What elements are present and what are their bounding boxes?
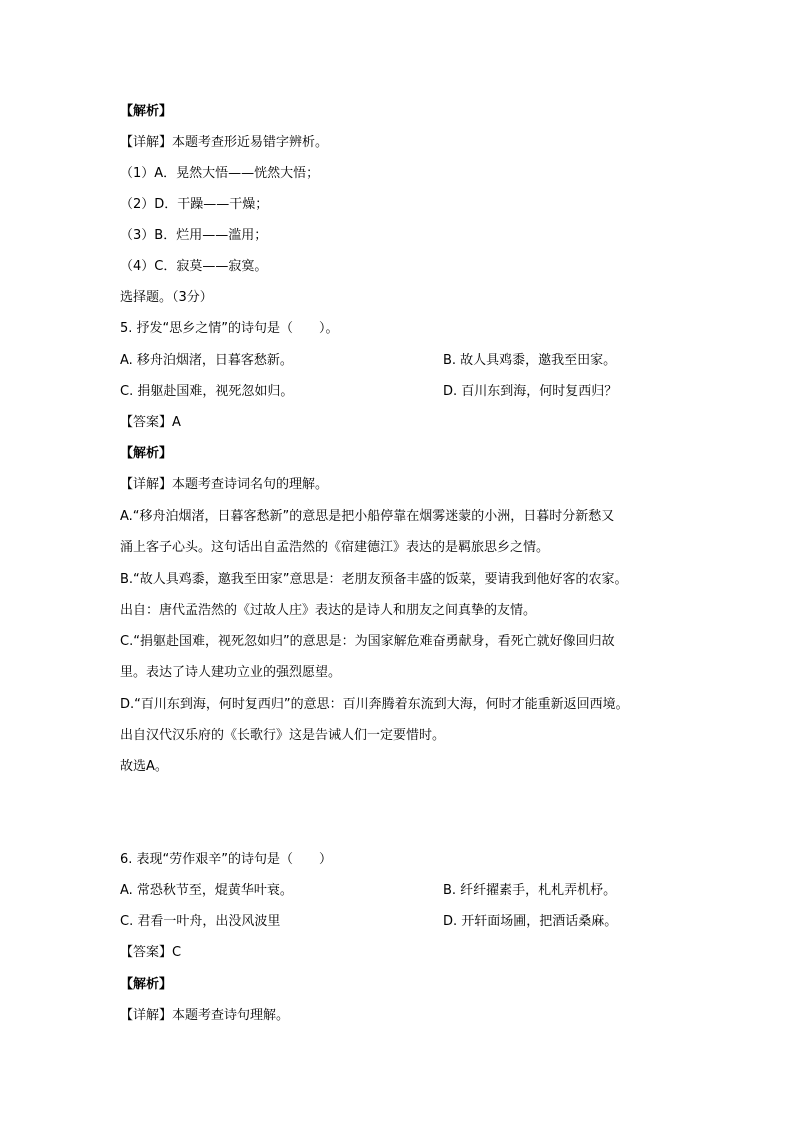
question-5-stem: 5. 抒发“思乡之情”的诗句是（ ）。 xyxy=(120,321,339,336)
q5-detail-line: 【详解】本题考查诗词名句的理解。 xyxy=(120,477,329,492)
q6-detail-line: 【详解】本题考查诗句理解。 xyxy=(120,1008,290,1023)
q5-answer: 【答案】A xyxy=(120,415,181,430)
section-title: 选择题。（3分） xyxy=(120,290,213,305)
detail-line: 【详解】本题考查形近易错字辨析。 xyxy=(120,135,329,150)
q5-analysis-line: A.“移舟泊烟渚，日暮客愁新”的意思是把小船停靠在烟雾迷蒙的小洲，日暮时分新愁又 xyxy=(120,509,615,524)
correction-item: （4）C．寂莫——寂寞。 xyxy=(120,259,268,274)
correction-item: （3）B．烂用——滥用； xyxy=(120,228,268,243)
q5-option-a: A. 移舟泊烟渚，日暮客愁新。 xyxy=(120,353,293,368)
q5-analysis-line: B.“故人具鸡黍，邀我至田家”意思是：老朋友预备丰盛的饭菜，要请我到他好客的农家。 xyxy=(120,572,628,587)
q5-analysis-heading: 【解析】 xyxy=(120,446,173,461)
q5-analysis-line: 出自汉代汉乐府的《长歌行》这是告诫人们一定要惜时。 xyxy=(120,728,446,743)
q6-answer: 【答案】C xyxy=(120,945,182,960)
q5-analysis-line: D.“百川东到海，何时复西归”的意思：百川奔腾着东流到大海，何时才能重新返回西境。 xyxy=(120,697,629,712)
q5-analysis-line: 出自：唐代孟浩然的《过故人庄》表达的是诗人和朋友之间真挚的友情。 xyxy=(120,603,537,618)
q5-analysis-line: 涌上客子心头。这句话出自孟浩然的《宿建德江》表达的是羁旅思乡之情。 xyxy=(120,540,550,555)
q5-option-b: B. 故人具鸡黍，邀我至田家。 xyxy=(443,353,617,368)
q6-option-a: A. 常恐秋节至，焜黄华叶衰。 xyxy=(120,883,293,898)
analysis-heading: 【解析】 xyxy=(120,104,173,119)
q6-option-b: B. 纤纤擢素手，札札弄机杼。 xyxy=(443,883,617,898)
q5-analysis-line: C.“捐躯赴国难，视死忽如归”的意思是：为国家解危难奋勇献身，看死亡就好像回归故 xyxy=(120,634,615,649)
question-6-stem: 6. 表现“劳作艰辛”的诗句是（ ） xyxy=(120,852,333,867)
q5-conclusion: 故选A。 xyxy=(120,759,168,774)
q5-analysis-line: 里。表达了诗人建功立业的强烈愿望。 xyxy=(120,665,342,680)
q6-option-d: D. 开轩面场圃，把酒话桑麻。 xyxy=(443,914,618,929)
correction-item: （2）D．干躁——干燥； xyxy=(120,197,269,212)
q5-option-d: D. 百川东到海，何时复西归？ xyxy=(443,384,618,399)
q6-option-c: C. 君看一叶舟，出没风波里 xyxy=(120,914,281,929)
correction-item: （1）A．晃然大悟——恍然大悟； xyxy=(120,166,320,181)
q5-option-c: C. 捐躯赴国难，视死忽如归。 xyxy=(120,384,294,399)
q6-analysis-heading: 【解析】 xyxy=(120,977,173,992)
